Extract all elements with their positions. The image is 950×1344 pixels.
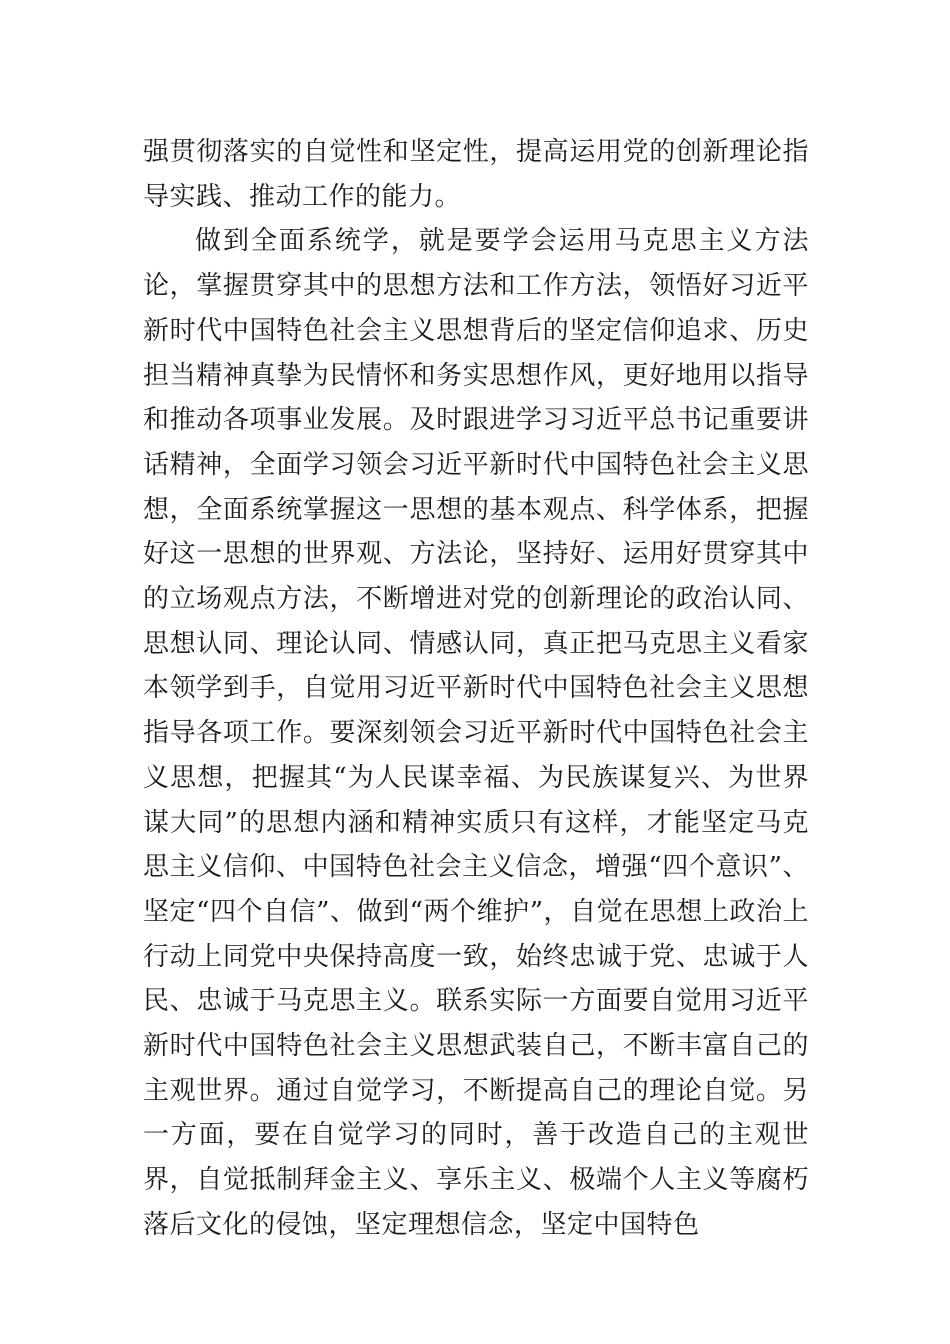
paragraph-continuation: 强贯彻落实的自觉性和坚定性，提高运用党的创新理论指导实践、推动工作的能力。 bbox=[143, 137, 809, 212]
paragraph-comprehensive-study: 做到全面系统学，就是要学会运用马克思主义方法论，掌握贯穿其中的思想方法和工作方法，领悟好习近平新时代中国特色社会主义思想背后的坚定信仰追求、历史担当精神真挚为民情怀和务实思想作风，更好地用以指导和推动各项事业发展。及时跟进学习习近平总书记重要讲话精神，全面学习领会习近平新时代中国特色社会主义思想，全面系统掌握这一思想的基本观点、科学体系，把握好这一思想的世界观、方法论，坚持好、运用好贯穿其中的立场观点方法，不断增进对党的创新理论的政治认同、思想认同、理论认同、情感认同，真正把马克思主义看家本领学到手，自觉用习近平新时代中国特色社会主义思想指导各项工作。要深刻领会习近平新时代中国特色社会主义思想，把握其“为人民谋幸福、为民族谋复兴、为世界谋大同”的思想内涵和精神实质只有这样，才能坚定马克思主义信仰、中国特色社会主义信念，增强“四个意识”、坚定“四个自信”、做到“两个维护”，自觉在思想上政治上行动上同党中央保持高度一致，始终忠诚于党、忠诚于人民、忠诚于马克思主义。联系实际一方面要自觉用习近平新时代中国特色社会主义思想武装自己，不断丰富自己的主观世界。通过自觉学习，不断提高自己的理论自觉。另一方面，要在自觉学习的同时，善于改造自己的主观世界，自觉抵制拜金主义、享乐主义、极端个人主义等腐朽落后文化的侵蚀，坚定理想信念，坚定中国特色 bbox=[143, 226, 809, 1240]
document-body bbox=[143, 130, 809, 1248]
